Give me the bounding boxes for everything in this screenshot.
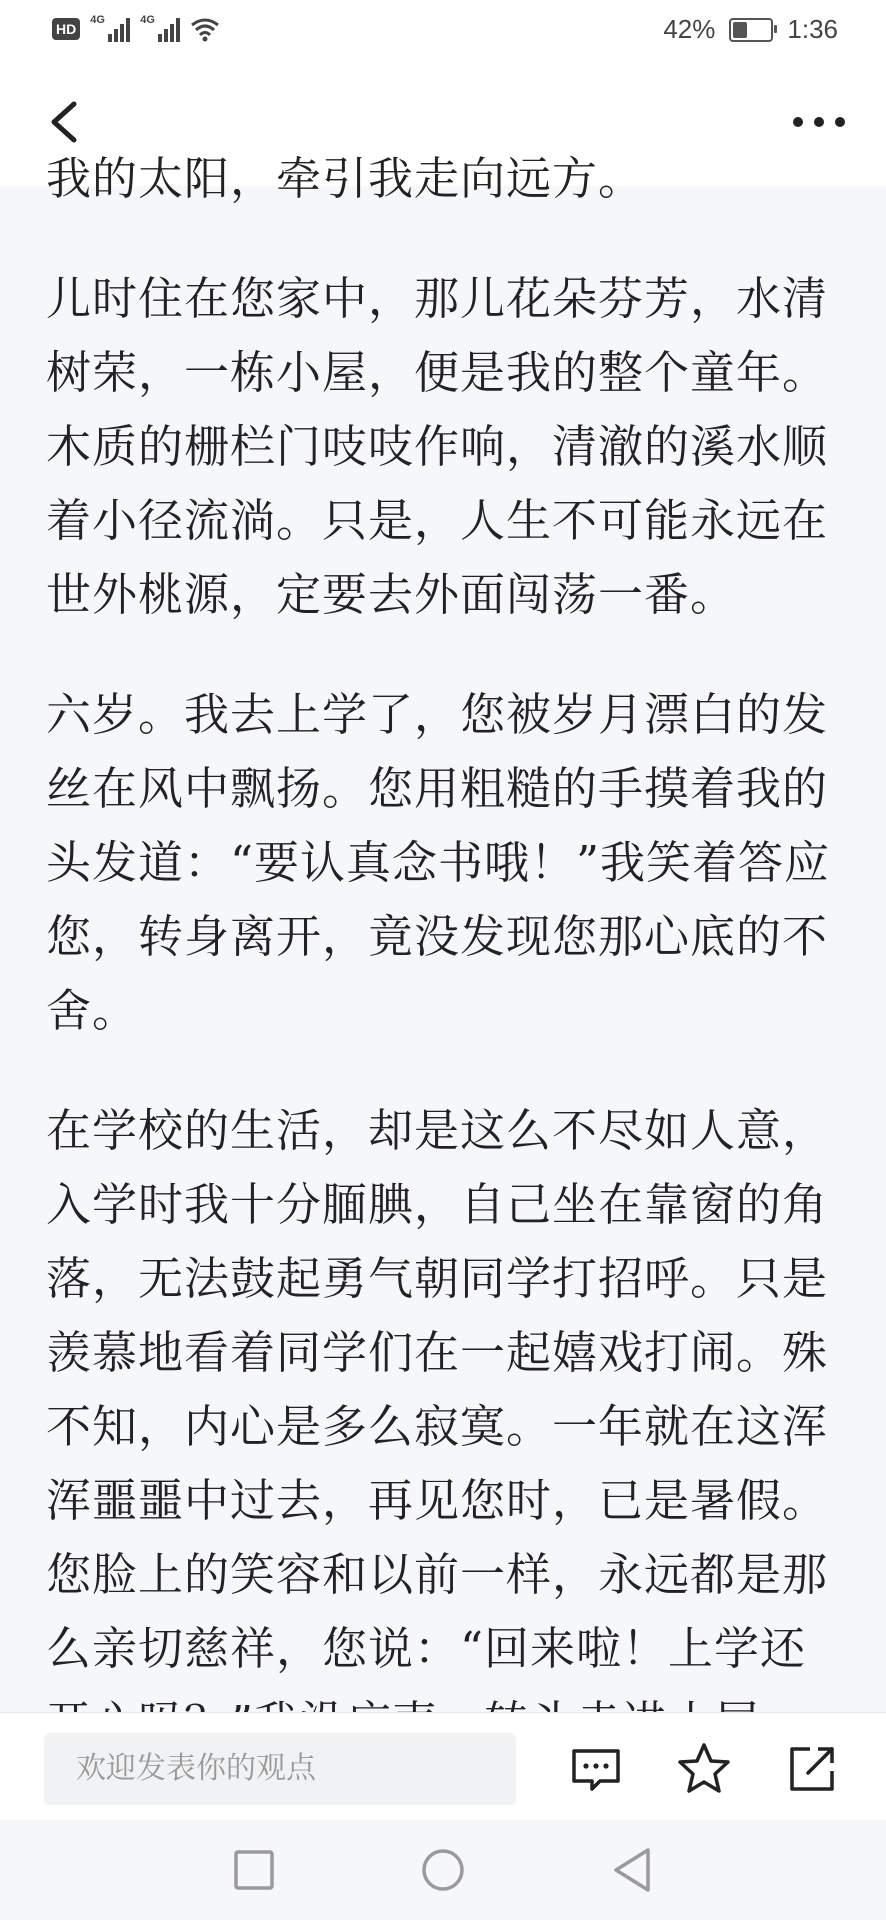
article-paragraph: 在学校的生活，却是这么不尽如人意，入学时我十分腼腆，自己坐在靠窗的角落，无法鼓起勇气朝同学打招呼。只是羡慕地看着同学们在一起嬉戏打闹。殊不知，内心是多么寂寞。一年就在这浑浑噩噩中过去，再见您时，已是暑假。您脸上的笑容和以前一样，永远都是那么亲切慈祥，您说：“回来啦！上学还: [46, 1104, 829, 1675]
status-bar: [0, 0, 886, 62]
recent-apps-icon: [226, 1842, 282, 1898]
article-paragraph: 儿时住在您家中，那儿花朵芬芳，水清树荣，一栋小屋，便是我的整个童年。木质的栅栏门吱吱作响，清澈的溪水顺着小径流淌。只是，人生不可能永远在世外桃源，定要去外面闯荡一番。: [46, 272, 829, 621]
back-triangle-icon: [604, 1842, 660, 1898]
hd-badge: HD: [52, 18, 80, 40]
status-left: [52, 16, 220, 42]
system-back-button[interactable]: [604, 1842, 660, 1898]
comment-icon: [566, 1739, 626, 1799]
home-button[interactable]: [415, 1842, 471, 1898]
signal-icon-2: 4G: [140, 16, 180, 42]
wifi-icon: [190, 16, 220, 42]
article-paragraph: 六岁。我去上学了，您被岁月漂白的发丝在风中飘扬。您用粗糙的手摸着我的头发道：“要认真念书哦！”我笑着答应您，转身离开，竟没发现您那心底的不舍。: [46, 688, 831, 1037]
favorite-button[interactable]: [674, 1739, 734, 1799]
star-icon: [674, 1739, 734, 1799]
home-icon: [415, 1842, 471, 1898]
system-navigation-bar: [0, 1820, 886, 1920]
signal-icon: 4G: [90, 16, 130, 42]
comment-button[interactable]: [566, 1739, 626, 1799]
comment-input[interactable]: [44, 1733, 516, 1805]
share-button[interactable]: [782, 1739, 842, 1799]
article-paragraph: 我的太阳，牵引我走向远方。: [46, 152, 645, 205]
battery-percent: 42%: [663, 14, 716, 44]
clock-time: 1:36: [787, 14, 838, 44]
share-icon: [782, 1739, 842, 1799]
bottom-action-bar: [0, 1712, 886, 1821]
article-content[interactable]: [0, 152, 886, 1712]
status-right: [663, 14, 838, 45]
battery-icon: [729, 18, 773, 42]
recent-apps-button[interactable]: [226, 1842, 282, 1898]
